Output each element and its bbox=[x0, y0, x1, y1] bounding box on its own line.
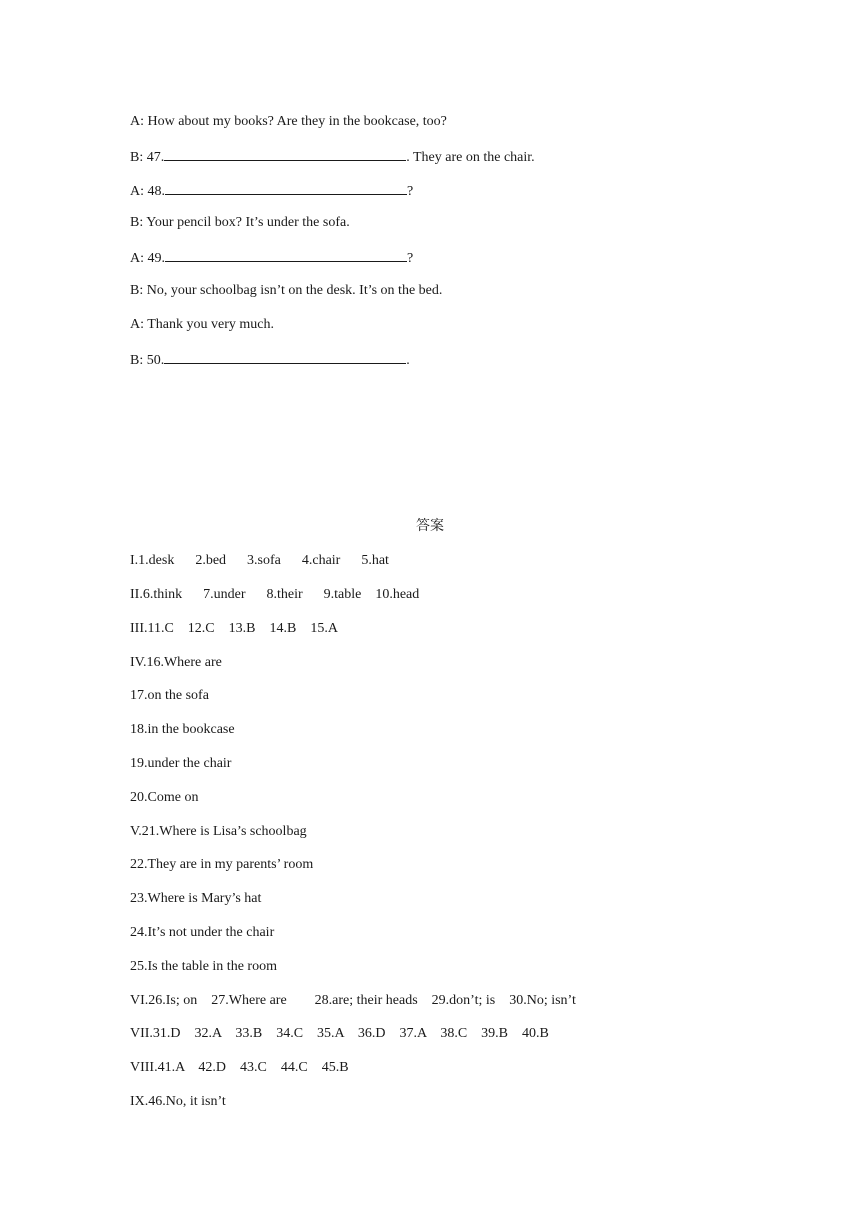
dialogue-line-blank-50 bbox=[130, 350, 410, 370]
dialogue-line: B: Your pencil box? It’s under the sofa. bbox=[130, 215, 350, 230]
answer-line: VI.26.Is; on 27.Where are 28.are; their heads 29.don’t; is 30.No; isn’t bbox=[130, 993, 576, 1008]
dialogue-suffix: ? bbox=[407, 251, 414, 266]
answer-line: 18.in the bookcase bbox=[130, 722, 235, 737]
dialogue-prefix: A: 48. bbox=[130, 184, 165, 199]
answer-line: 23.Where is Mary’s hat bbox=[130, 891, 262, 906]
answer-blank-50[interactable] bbox=[164, 350, 406, 364]
answer-line: 17.on the sofa bbox=[130, 688, 209, 703]
answer-line: IX.46.No, it isn’t bbox=[130, 1094, 226, 1109]
dialogue-line: B: No, your schoolbag isn’t on the desk. It’s on the bed. bbox=[130, 283, 443, 298]
dialogue-line-blank-49 bbox=[130, 248, 413, 268]
answer-line: 22.They are in my parents’ room bbox=[130, 857, 314, 872]
dialogue-line-blank-47 bbox=[130, 147, 535, 167]
dialogue-line: A: Thank you very much. bbox=[130, 317, 274, 332]
answer-line: 25.Is the table in the room bbox=[130, 959, 277, 974]
answer-line: VIII.41.A 42.D 43.C 44.C 45.B bbox=[130, 1060, 349, 1075]
answer-line: IV.16.Where are bbox=[130, 655, 222, 670]
answer-key-title: 答案 bbox=[416, 518, 444, 534]
answer-line: V.21.Where is Lisa’s schoolbag bbox=[130, 824, 307, 839]
dialogue-suffix: . bbox=[406, 353, 410, 368]
dialogue-prefix: B: 47. bbox=[130, 150, 165, 165]
answer-line: II.6.think 7.under 8.their 9.table 10.head bbox=[130, 587, 420, 602]
answer-line: 19.under the chair bbox=[130, 756, 232, 771]
answer-blank-49[interactable] bbox=[165, 248, 407, 262]
answer-line: VII.31.D 32.A 33.B 34.C 35.A 36.D 37.A 38.C 39.B 40.B bbox=[130, 1026, 549, 1041]
answer-line: 20.Come on bbox=[130, 790, 199, 805]
dialogue-line-blank-48 bbox=[130, 181, 413, 201]
answer-blank-47[interactable] bbox=[164, 147, 406, 161]
answer-line: 24.It’s not under the chair bbox=[130, 925, 275, 940]
dialogue-suffix: ? bbox=[407, 184, 414, 199]
dialogue-line: A: How about my books? Are they in the bookcase, too? bbox=[130, 114, 447, 129]
dialogue-prefix: B: 50. bbox=[130, 353, 165, 368]
answer-line: III.11.C 12.C 13.B 14.B 15.A bbox=[130, 621, 338, 636]
answer-line: I.1.desk 2.bed 3.sofa 4.chair 5.hat bbox=[130, 553, 389, 568]
dialogue-suffix: . They are on the chair. bbox=[406, 150, 535, 165]
answer-blank-48[interactable] bbox=[165, 181, 407, 195]
dialogue-prefix: A: 49. bbox=[130, 251, 165, 266]
